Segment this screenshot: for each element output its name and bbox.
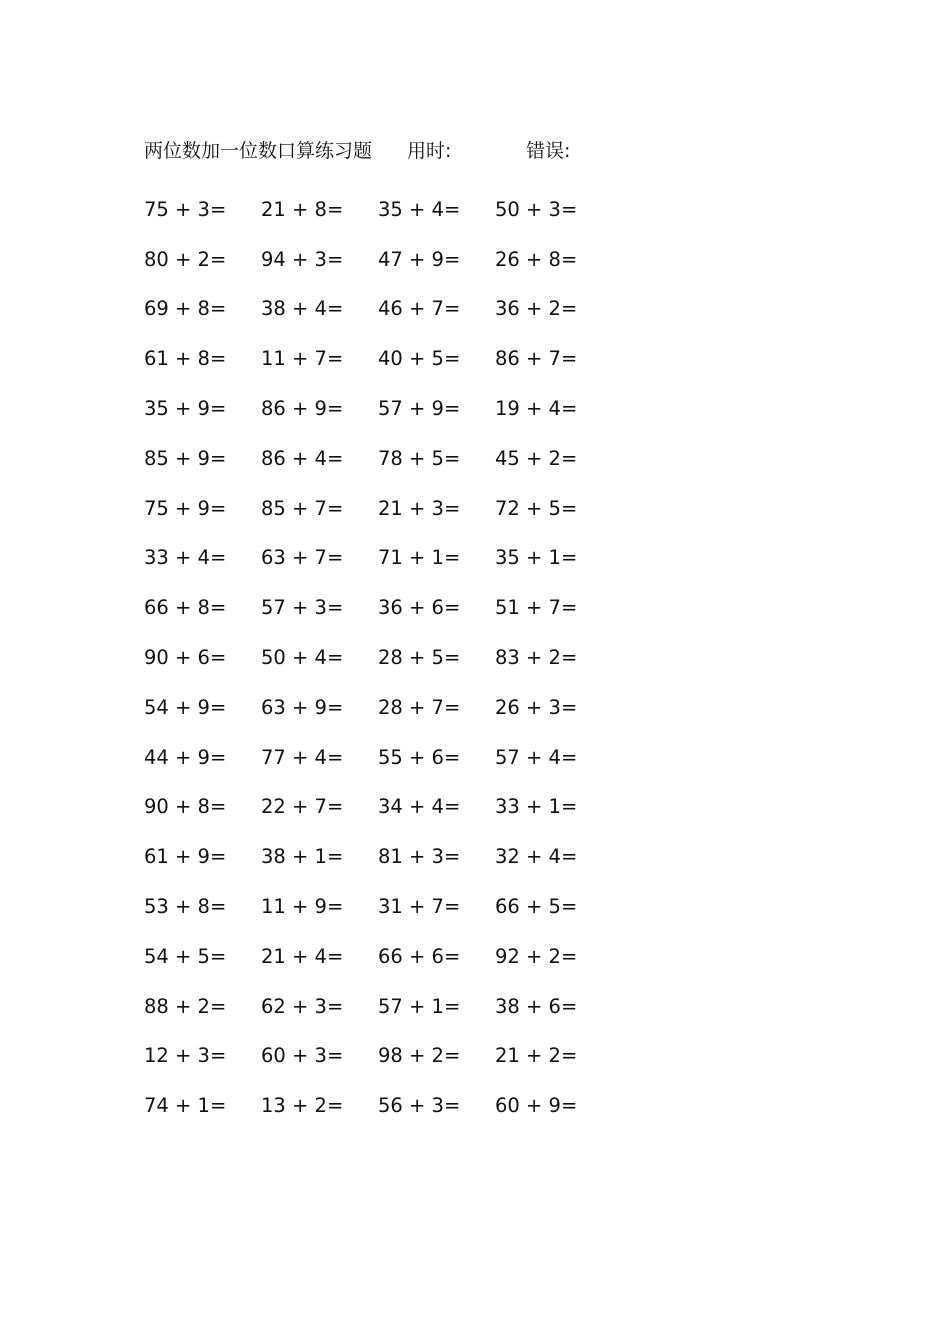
worksheet-title: 两位数加一位数口算练习题: [144, 140, 373, 162]
arithmetic-problem: 35 + 9=: [144, 397, 227, 421]
arithmetic-problem: 19 + 4=: [495, 397, 578, 421]
problem-row: [144, 185, 614, 235]
arithmetic-problem: 31 + 7=: [378, 895, 461, 919]
arithmetic-problem: 21 + 4=: [261, 944, 344, 968]
arithmetic-problem: 57 + 1=: [378, 994, 461, 1018]
problem-row: [144, 633, 614, 683]
arithmetic-problem: 54 + 5=: [144, 944, 227, 968]
arithmetic-problem: 40 + 5=: [378, 347, 461, 371]
arithmetic-problem: 86 + 4=: [261, 446, 344, 470]
arithmetic-problem: 56 + 3=: [378, 1094, 461, 1118]
problem-row: [144, 982, 614, 1032]
arithmetic-problem: 35 + 4=: [378, 197, 461, 221]
arithmetic-problem: 12 + 3=: [144, 1044, 227, 1068]
arithmetic-problem: 72 + 5=: [495, 496, 578, 520]
problem-row: [144, 235, 614, 285]
arithmetic-problem: 81 + 3=: [378, 845, 461, 869]
time-used-label: 用时:: [407, 140, 452, 162]
arithmetic-problem: 61 + 8=: [144, 347, 227, 371]
problem-row: [144, 534, 614, 584]
arithmetic-problem: 55 + 6=: [378, 745, 461, 769]
arithmetic-problem: 38 + 6=: [495, 994, 578, 1018]
problem-row: [144, 882, 614, 932]
problem-row: [144, 932, 614, 982]
arithmetic-problem: 57 + 4=: [495, 745, 578, 769]
arithmetic-problem: 34 + 4=: [378, 795, 461, 819]
arithmetic-problem: 36 + 6=: [378, 596, 461, 620]
arithmetic-problem: 33 + 1=: [495, 795, 578, 819]
arithmetic-problem: 98 + 2=: [378, 1044, 461, 1068]
arithmetic-problem: 54 + 9=: [144, 695, 227, 719]
arithmetic-problem: 69 + 8=: [144, 297, 227, 321]
arithmetic-problem: 75 + 9=: [144, 496, 227, 520]
problem-grid: [144, 185, 614, 1131]
arithmetic-problem: 80 + 2=: [144, 247, 227, 271]
arithmetic-problem: 57 + 3=: [261, 596, 344, 620]
arithmetic-problem: 13 + 2=: [261, 1094, 344, 1118]
arithmetic-problem: 11 + 9=: [261, 895, 344, 919]
arithmetic-problem: 38 + 4=: [261, 297, 344, 321]
arithmetic-problem: 85 + 9=: [144, 446, 227, 470]
arithmetic-problem: 71 + 1=: [378, 546, 461, 570]
problem-row: [144, 484, 614, 534]
arithmetic-problem: 63 + 9=: [261, 695, 344, 719]
arithmetic-problem: 66 + 5=: [495, 895, 578, 919]
problem-row: [144, 334, 614, 384]
problem-row: [144, 434, 614, 484]
arithmetic-problem: 26 + 3=: [495, 695, 578, 719]
arithmetic-problem: 88 + 2=: [144, 994, 227, 1018]
arithmetic-problem: 62 + 3=: [261, 994, 344, 1018]
arithmetic-problem: 83 + 2=: [495, 646, 578, 670]
worksheet-header: [144, 136, 604, 166]
arithmetic-problem: 60 + 3=: [261, 1044, 344, 1068]
arithmetic-problem: 11 + 7=: [261, 347, 344, 371]
arithmetic-problem: 74 + 1=: [144, 1094, 227, 1118]
arithmetic-problem: 35 + 1=: [495, 546, 578, 570]
arithmetic-problem: 50 + 4=: [261, 646, 344, 670]
problem-row: [144, 583, 614, 633]
arithmetic-problem: 28 + 7=: [378, 695, 461, 719]
arithmetic-problem: 47 + 9=: [378, 247, 461, 271]
errors-label: 错误:: [526, 140, 571, 162]
arithmetic-problem: 21 + 8=: [261, 197, 344, 221]
arithmetic-problem: 38 + 1=: [261, 845, 344, 869]
arithmetic-problem: 90 + 6=: [144, 646, 227, 670]
arithmetic-problem: 86 + 9=: [261, 397, 344, 421]
problem-row: [144, 1032, 614, 1082]
arithmetic-problem: 28 + 5=: [378, 646, 461, 670]
arithmetic-problem: 60 + 9=: [495, 1094, 578, 1118]
problem-row: [144, 832, 614, 882]
arithmetic-problem: 33 + 4=: [144, 546, 227, 570]
arithmetic-problem: 51 + 7=: [495, 596, 578, 620]
arithmetic-problem: 53 + 8=: [144, 895, 227, 919]
arithmetic-problem: 26 + 8=: [495, 247, 578, 271]
arithmetic-problem: 61 + 9=: [144, 845, 227, 869]
arithmetic-problem: 36 + 2=: [495, 297, 578, 321]
arithmetic-problem: 85 + 7=: [261, 496, 344, 520]
arithmetic-problem: 94 + 3=: [261, 247, 344, 271]
arithmetic-problem: 66 + 8=: [144, 596, 227, 620]
problem-row: [144, 1081, 614, 1131]
arithmetic-problem: 66 + 6=: [378, 944, 461, 968]
arithmetic-problem: 32 + 4=: [495, 845, 578, 869]
arithmetic-problem: 50 + 3=: [495, 197, 578, 221]
arithmetic-problem: 22 + 7=: [261, 795, 344, 819]
arithmetic-problem: 45 + 2=: [495, 446, 578, 470]
arithmetic-problem: 75 + 3=: [144, 197, 227, 221]
arithmetic-problem: 21 + 2=: [495, 1044, 578, 1068]
arithmetic-problem: 77 + 4=: [261, 745, 344, 769]
problem-row: [144, 285, 614, 335]
arithmetic-problem: 21 + 3=: [378, 496, 461, 520]
problem-row: [144, 733, 614, 783]
arithmetic-problem: 86 + 7=: [495, 347, 578, 371]
arithmetic-problem: 46 + 7=: [378, 297, 461, 321]
arithmetic-problem: 90 + 8=: [144, 795, 227, 819]
arithmetic-problem: 44 + 9=: [144, 745, 227, 769]
arithmetic-problem: 78 + 5=: [378, 446, 461, 470]
problem-row: [144, 384, 614, 434]
problem-row: [144, 783, 614, 833]
problem-row: [144, 683, 614, 733]
arithmetic-problem: 57 + 9=: [378, 397, 461, 421]
arithmetic-problem: 63 + 7=: [261, 546, 344, 570]
arithmetic-problem: 92 + 2=: [495, 944, 578, 968]
